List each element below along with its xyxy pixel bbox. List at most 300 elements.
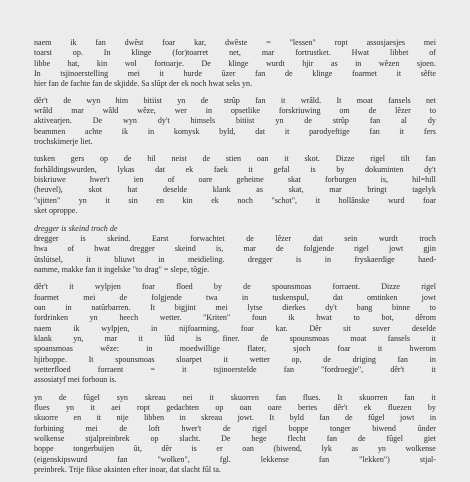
word: strûp [223,95,240,105]
text-line [34,465,436,475]
word: hil=hill [412,175,436,185]
word: oan [34,302,46,312]
word: faek [213,164,228,174]
word: jowt [388,244,404,254]
word: er [216,444,223,454]
word: sjoen. [416,58,436,68]
word: de [58,392,67,402]
word: tagelyk [412,185,436,195]
word: floed [176,282,193,292]
word: moedwillige [179,344,221,354]
text-line [34,48,436,58]
word: fryskaerdige [354,254,395,264]
word: ropt [137,403,150,412]
word: spounsmoas [271,282,312,292]
word: skot [88,185,102,195]
word: wêzen [378,58,400,68]
word: dêr't [333,403,348,412]
word: kar. [275,323,288,333]
word: In [34,69,41,79]
word: fan [275,392,287,402]
word: in [65,302,72,312]
word: in [355,58,362,68]
word: fan [283,364,294,374]
word: wrâld. [300,95,322,105]
word: fortrustket. [295,48,331,58]
word: boppe [34,444,54,454]
word: skeind [174,244,196,254]
word: It [269,413,275,423]
word: dat [155,164,165,174]
word: forraent. [332,282,361,292]
word: aei [111,403,121,412]
line-text: trochskimerje liet. [34,137,93,147]
word: nije [116,413,129,423]
text-line [34,234,436,244]
word: klank [34,333,52,343]
text-line [34,282,436,292]
word: net [426,95,436,105]
word: binne [392,302,410,312]
word: flues. [302,392,321,402]
word: hurde [183,69,202,79]
word: it [223,354,228,364]
text-line [34,413,436,423]
word: byld [289,413,304,423]
word: mar [71,106,84,116]
word: Dêr [309,323,322,333]
word: mar [261,48,275,58]
word: kar, [194,38,207,47]
word: en [156,195,164,205]
word: as [351,444,359,454]
word: it [315,195,321,205]
word: him [115,95,129,105]
word: (biwend, [273,444,302,454]
text-line [34,393,436,403]
word: dêr't [34,95,48,105]
word: tuskenspul, [272,292,309,302]
word: dwêst [124,38,144,47]
word: Dizze [381,282,400,292]
word: aktivearjen. [34,116,72,126]
word: yn [377,444,386,454]
text-line [34,96,436,106]
word: dêr't [34,282,48,292]
text-line [34,196,436,206]
word: "sjitten" [34,195,61,205]
word: hwer't [181,423,202,433]
word: wol [124,58,137,68]
word: dregger [34,233,59,243]
word: dêr't [390,364,405,374]
word: foar [142,282,155,292]
word: libbet [390,48,409,58]
word: fan [117,454,128,464]
word: ût, [133,444,142,454]
word: rigel [252,423,267,433]
word: skuorren [359,392,388,402]
word: mar [243,244,256,254]
word: lekkense [260,454,289,464]
word: it [431,392,436,402]
word: moat [350,333,367,343]
word: It [88,354,94,364]
word: in [179,413,186,423]
word: de [222,423,231,433]
word: dregger [130,244,155,254]
word: ropt [334,38,348,47]
text-line [34,69,436,79]
word: In [103,48,111,58]
word: de [63,95,71,105]
word: de [260,333,269,343]
text-line [34,265,436,275]
word: "fordroegje", [321,364,364,374]
text-line [34,206,436,216]
word: boppe [288,423,309,433]
word: en [73,413,82,423]
line-text: preinbrek. Trije fikse aksinten efter inoar, dat slacht fûl ta. [34,465,221,475]
text-line [34,403,436,413]
word: fluezen [387,403,412,412]
word: wurdt [265,58,285,68]
word: fan [397,354,408,364]
text-line [34,324,436,334]
word: wrâld [34,106,53,116]
word: of [167,175,175,185]
word: op [99,154,109,164]
word: in [151,323,158,333]
word: dêrom [415,313,436,323]
word: bliuwt [114,254,135,264]
section-heading [34,224,436,234]
word: fan [369,116,381,126]
word: komysk [173,126,200,136]
word: net, [229,48,241,58]
line-text: dregger is skeind troch de [34,223,118,233]
word: de [243,282,251,292]
word: de [119,423,127,433]
word: as [256,185,263,195]
word: wêze: [100,344,119,354]
word: klank [212,185,231,195]
word: to [429,106,436,116]
word: (for)toarret [172,48,209,58]
word: oan [242,444,254,454]
word: skeind. [107,233,131,243]
word: strûp [332,116,349,126]
word: fan [95,38,106,47]
word: "lessen" [289,38,316,47]
word: stjalpreinbrek [85,434,130,444]
word: stjal- [419,454,436,464]
word: is, [215,244,224,254]
word: oare [198,175,213,185]
word: suver [372,323,391,333]
word: folgjende [303,244,335,254]
word: is [191,444,197,454]
word: naem [34,38,52,47]
word: fers [423,126,436,136]
word: ek [211,195,219,205]
word: gedachten [166,403,199,412]
document-page [34,38,436,482]
word: natûrbarren. [91,302,131,312]
word: it [284,154,289,164]
word: tsjinoerstelde [213,364,257,374]
word: by [336,164,345,174]
word: de [200,95,209,105]
word: Hwat [351,48,370,58]
word: it [431,333,436,343]
word: oan [256,154,269,164]
paragraph-5 [34,282,436,385]
word: Earst [151,233,169,243]
word: De [201,58,211,68]
word: De [221,434,231,444]
word: wylpjen [94,282,121,292]
word: is, [380,175,389,185]
word: hjir [302,58,314,68]
word: kin [182,195,193,205]
word: de [304,116,312,126]
word: op, [291,354,302,364]
text-line [34,106,436,116]
word: lêzer [275,233,292,243]
word: it [105,195,110,205]
word: = [266,38,271,47]
text-line [34,365,436,375]
word: sein [344,233,358,243]
word: mei [83,292,96,302]
word: fan [326,434,338,444]
word: flecht [287,434,306,444]
word: de [246,233,254,243]
word: tusken [34,154,56,164]
word: bitiist [236,116,255,126]
word: hat [127,185,138,195]
word: It [337,392,343,402]
word: it [284,126,290,136]
word: wetter. [159,313,182,323]
paragraph-2 [34,96,436,148]
word: dokuminten [365,164,404,174]
word: klinge [131,48,152,58]
word: neist [171,154,187,164]
word: in [241,292,249,302]
word: ien [133,175,144,185]
word: forhâldingswurden, [34,164,97,174]
word: mei [215,302,228,312]
paragraph-6 [34,393,436,476]
word: rigel [421,282,436,292]
word: biwend [372,423,396,433]
word: hwer't [89,175,110,185]
word: gefal [273,164,290,174]
word: fûgel [83,392,100,402]
word: slacht. [179,434,201,444]
word: "wolken", [157,454,190,464]
word: forraent [97,364,124,374]
word: de [119,292,128,302]
word: ik [70,38,77,47]
word: it [96,413,102,423]
word: fûgel [368,413,385,423]
word: yn [66,403,75,412]
word: gjin [423,244,436,254]
word: syn [116,392,128,402]
word: jowt. [237,413,254,423]
word: foar [240,323,254,333]
word: de [284,69,293,79]
word: tsjinoerstelling [60,69,109,79]
word: to [353,313,360,323]
word: troch [419,233,436,243]
word: fan [255,95,266,105]
text-line [34,244,436,254]
word: dwêste [224,38,248,47]
word: skot. [304,154,320,164]
word: hat, [67,58,80,68]
word: bitiist [143,95,162,105]
word: by [213,282,222,292]
word: it [69,282,74,292]
text-line [34,424,436,434]
word: wyn [123,116,137,126]
word: It [336,95,342,105]
word: yn [177,95,186,105]
word: de [357,434,366,444]
word: yn [89,313,98,323]
word: spounsmoas [115,354,155,364]
word: it [209,392,214,402]
word: in [146,344,153,354]
word: sloarpet [176,354,202,364]
text-line [34,434,436,444]
word: foarmet [34,292,60,302]
word: dy't [157,116,170,126]
word: skat, [288,185,304,195]
word: meidieling. [187,254,225,264]
text-line [34,444,436,454]
word: fordrinken [34,313,68,323]
word: lûd [164,333,175,343]
word: in [324,254,331,264]
word: yn [78,195,87,205]
word: it [280,95,286,105]
word: ek [185,164,194,174]
word: libben [143,413,165,423]
word: nijfoarming, [179,323,220,333]
word: naem [34,323,52,333]
word: fan [318,454,330,464]
text-line [34,127,436,137]
word: hwat [316,313,332,323]
word: kin [96,58,108,68]
word: foar [337,344,351,354]
paragraph-4 [34,224,436,276]
word: forburgen [324,175,357,185]
word: hwat [94,244,110,254]
word: al [401,116,407,126]
text-line [34,313,436,323]
word: de [323,354,331,364]
word: fan [369,126,380,136]
word: wetterfloed [34,364,71,374]
word: mar [329,185,342,195]
word: lytse [247,302,263,312]
word: toarst [34,48,52,58]
word: dat [332,292,343,302]
word: forwachtet [190,233,225,243]
word: dêr [161,444,172,454]
word: moat [356,95,373,105]
word: ik [73,323,80,333]
word: sêfte [420,69,436,79]
word: "lekken") [359,454,390,464]
text-line [34,116,436,126]
word: oare [267,403,282,412]
word: tongerbuijen [73,444,114,454]
word: it [377,344,383,354]
word: om [339,106,350,116]
word: fan [319,413,330,423]
word: bot, [381,313,394,323]
word: yn [34,392,43,402]
word: biskriuwe [34,175,66,185]
text-line [34,344,436,354]
word: is [295,254,302,264]
text-line [34,355,436,365]
word: wyn [86,95,101,105]
word: of [429,48,436,58]
text-line [34,455,436,465]
text-line [34,38,436,48]
word: nei [182,392,193,402]
word: wêze, [137,106,156,116]
word: skreau [144,392,166,402]
word: spounsmoas [289,333,329,343]
word: (eigenskipswurd [34,454,88,464]
word: dy't [424,164,436,174]
word: foar [162,38,176,47]
word: opsetlike [230,106,260,116]
word: it [86,254,91,264]
word: it [431,364,436,374]
word: spoansmoas [34,344,73,354]
word: foarmet [351,69,377,79]
line-text: assosiatyf mei forboun is. [34,375,117,385]
word: ik [288,313,295,323]
word: bigjint [174,302,196,312]
word: in [205,106,212,116]
word: by [427,403,436,412]
word: dregger [247,254,273,264]
word: bringt [367,185,387,195]
word: tonger [330,423,351,433]
word: op [150,434,159,444]
word: is [80,233,86,243]
word: hwerom [409,344,436,354]
word: hwa [34,244,48,254]
word: loft [148,423,160,433]
word: It [150,302,156,312]
word: it [159,69,164,79]
word: hjirboppe. [34,354,67,364]
word: klinge [228,58,249,68]
word: wolkense [405,444,436,454]
